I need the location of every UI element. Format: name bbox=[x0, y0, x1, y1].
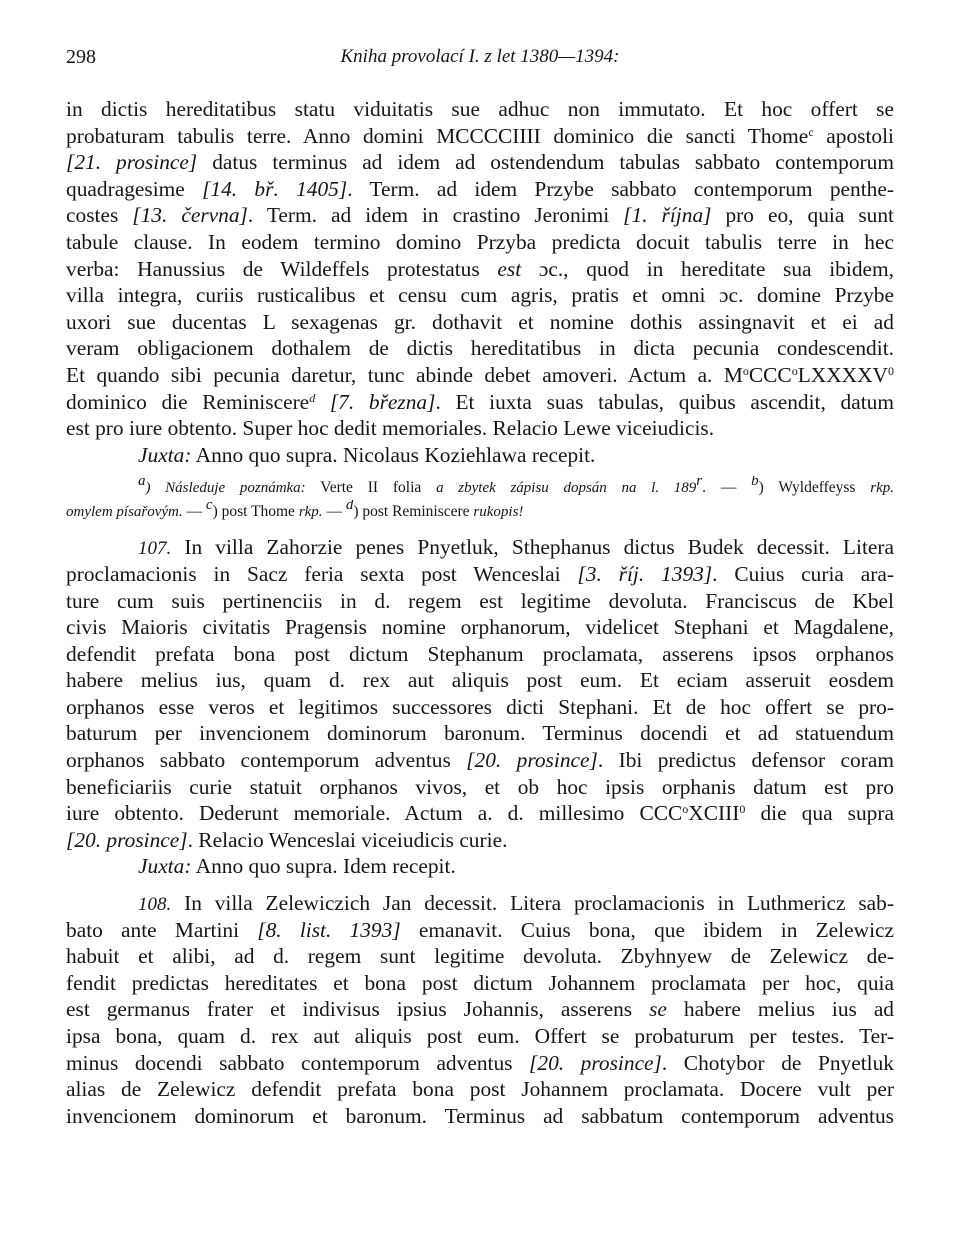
text-span: In villa Zahorzie penes Pnyetluk, Sthephanus dictus Budek decessit. Litera bbox=[171, 535, 894, 560]
date-gloss: [13. června] bbox=[132, 203, 248, 228]
text-span: Verte II folia bbox=[305, 479, 437, 497]
text-span: bato ante Martini bbox=[66, 917, 258, 942]
entry-number: 107. bbox=[138, 538, 172, 560]
entry-gap bbox=[66, 880, 894, 890]
text-span: Anno quo supra. Idem recepit. bbox=[191, 854, 456, 879]
text-span: rkp. bbox=[298, 504, 323, 521]
text-line: orphanos esse veros et legitimos successores dicti Stephani. Et de hoc offert se pro- bbox=[66, 694, 894, 719]
text-span: costes bbox=[66, 203, 133, 228]
text-span: ɔc., quod in hereditate sua ibidem, bbox=[521, 256, 894, 281]
page-body bbox=[66, 96, 894, 1129]
text-line bbox=[66, 561, 894, 588]
text-span: . — bbox=[702, 479, 737, 497]
text-span: — bbox=[322, 503, 346, 521]
text-line bbox=[66, 123, 894, 150]
text-line bbox=[66, 389, 894, 416]
text-span: pro eo, quia sunt bbox=[711, 203, 894, 228]
text-line: ture cum suis pertinenciis in d. regem est legitime devoluta. Franciscus de Kbel bbox=[66, 588, 894, 613]
text-line: ipsa bona, quam d. rex aut aliquis post eum. Offert se probaturum per testes. Ter- bbox=[66, 1024, 894, 1048]
text-span: ) Wyldeffeyss bbox=[758, 479, 871, 497]
entry-108 bbox=[66, 890, 894, 1129]
page-number: 298 bbox=[66, 46, 96, 68]
text-line bbox=[66, 534, 894, 561]
text-span: ) post Thome bbox=[212, 503, 299, 521]
text-span: omylem písařovým. bbox=[66, 504, 183, 521]
text-span: Anno quo supra. Nicolaus Koziehlawa recepit. bbox=[191, 442, 596, 467]
date-gloss: [20. prosince] bbox=[66, 827, 188, 852]
text-span: In villa Zelewiczich Jan decessit. Litera proclamacionis in Luthmericz sab- bbox=[171, 891, 894, 916]
date-gloss: [14. bř. 1405] bbox=[202, 176, 348, 201]
footnote-line bbox=[66, 500, 894, 524]
text-span: . Cuius curia ara- bbox=[712, 561, 894, 586]
text-span: . Term. ad idem Przybe sabbato contemporum penthe- bbox=[347, 176, 894, 201]
text-span: habere melius ius ad bbox=[666, 997, 894, 1022]
text-span: dominico die Reminiscere bbox=[66, 389, 310, 414]
text-span: emanavit. Cuius bona, que ibidem in Zelewicz bbox=[400, 917, 894, 942]
text-span: . Term. ad idem in crastino Jeronimi bbox=[247, 203, 624, 228]
juxta-line bbox=[66, 442, 894, 469]
text-line bbox=[66, 256, 894, 283]
date-gloss: [20. prosince] bbox=[466, 748, 598, 773]
footnote-mark: b bbox=[751, 476, 759, 490]
text-span: — bbox=[182, 503, 206, 521]
date-gloss: [7. března] bbox=[315, 389, 436, 414]
text-span: rkp. bbox=[870, 480, 894, 497]
text-span: probaturam tabulis terre. Anno domini MCCCCIIII dominico die sancti Thome bbox=[66, 123, 809, 148]
text-line: in dictis hereditatibus statu viduitatis sue adhuc non immutato. Et hoc offert se bbox=[66, 97, 894, 121]
date-gloss: [3. říj. 1393] bbox=[577, 561, 713, 586]
text-line bbox=[66, 202, 894, 229]
text-line: fendit predictas hereditates et bona post dictum Johannem proclamata per hoc, quia bbox=[66, 970, 894, 995]
juxta-label: Juxta: bbox=[138, 854, 192, 879]
text-span: orphanos sabbato contemporum adventus bbox=[66, 748, 467, 773]
footnote-ref: c bbox=[808, 124, 814, 139]
text-line: uxori sue ducentas L sexagenas gr. dothavit et nomine dothis assingnavit et ei ad bbox=[66, 309, 894, 334]
text-span: rukopis! bbox=[473, 504, 524, 521]
date-gloss: [8. list. 1393] bbox=[257, 917, 401, 942]
text-line bbox=[66, 362, 894, 389]
entry-107 bbox=[66, 534, 894, 880]
text-span: apostoli bbox=[813, 123, 894, 148]
superscript: r bbox=[696, 476, 703, 490]
text-line: invencionem dominorum et baronum. Terminus ad sabbatum contemporum adventus bbox=[66, 1103, 894, 1128]
superscript: o bbox=[791, 363, 798, 378]
text-span: datus terminus ad idem ad ostendendum tabulas sabbato contemporum bbox=[197, 150, 894, 175]
text-line bbox=[66, 176, 894, 203]
text-span: se bbox=[649, 997, 667, 1022]
text-line bbox=[66, 747, 894, 774]
text-span: CCC bbox=[748, 362, 792, 387]
text-span: ) Následuje poznámka: bbox=[145, 480, 306, 497]
text-span: . Chotybor de Pnyetluk bbox=[661, 1050, 894, 1075]
text-line bbox=[66, 800, 894, 827]
text-span: quadragesime bbox=[66, 176, 203, 201]
text-line: defendit prefata bona post dictum Stephanum proclamata, asserens ipsos orphanos bbox=[66, 641, 894, 666]
running-title: Kniha provolací I. z let 1380—1394: bbox=[340, 46, 620, 67]
text-line: veram obligacionem dothalem de dictis hereditatibus in dicta pecunia condescendit. bbox=[66, 336, 894, 361]
text-span: a zbytek zápisu dopsán na l. 189 bbox=[436, 480, 697, 497]
juxta-line bbox=[66, 853, 894, 880]
text-span: est germanus frater et indivisus ipsius Johannis, asserens bbox=[66, 997, 650, 1022]
text-line: habuit et alibi, ad d. regem sunt legitime devoluta. Zbyhnyew de Zelewicz de- bbox=[66, 944, 894, 969]
text-span: . Et iuxta suas tabulas, quibus ascendit, datum bbox=[435, 389, 894, 414]
text-span: die qua supra bbox=[745, 801, 894, 826]
text-line: tabule clause. In eodem termino domino Przyba predicta docuit tabulis terre in hec bbox=[66, 229, 894, 254]
text-span: verba: Hanussius de Wildeffels protestatus bbox=[66, 256, 498, 281]
text-line bbox=[66, 827, 894, 854]
text-line: alias de Zelewicz defendit prefata bona post Johannem proclamata. Docere vult per bbox=[66, 1077, 894, 1102]
text-span: ) post Reminiscere bbox=[353, 503, 474, 521]
footnotes bbox=[66, 476, 894, 524]
text-span: . Relacio Wenceslai viceiudicis curie. bbox=[187, 827, 508, 852]
text-span: est bbox=[497, 256, 522, 281]
text-line bbox=[66, 917, 894, 944]
text-span: XCIII bbox=[688, 801, 740, 826]
footnote-mark: d bbox=[345, 500, 354, 514]
text-line: baturum per invencionem dominorum baronum. Terminus docendi et ad statuendum bbox=[66, 721, 894, 746]
text-line: est pro iure obtento. Super hoc dedit memoriales. Relacio Lewe viceiudicis. bbox=[66, 416, 715, 441]
text-line: beneficiariis curie statuit orphanos vivos, et ob hoc ipsis orphanis datum est pro bbox=[66, 774, 894, 799]
superscript: 0 bbox=[739, 802, 746, 817]
text-span: LXXXXV bbox=[797, 362, 888, 387]
superscript: o bbox=[742, 363, 749, 378]
footnote-line bbox=[66, 476, 894, 500]
continuation-paragraph bbox=[66, 96, 894, 468]
superscript: o bbox=[682, 802, 689, 817]
text-span: minus docendi sabbato contemporum adventus bbox=[66, 1050, 530, 1075]
text-line: civis Maioris civitatis Pragensis nomine orphanorum, videlicet Stephani et Magdalene, bbox=[66, 615, 894, 640]
text-span: proclamacionis in Sacz feria sexta post Wenceslai bbox=[66, 561, 578, 586]
entry-number: 108. bbox=[138, 894, 172, 916]
footnote-ref: d bbox=[309, 390, 316, 405]
footnote-mark: c bbox=[205, 500, 213, 514]
footnote-mark: a bbox=[138, 476, 146, 490]
text-span: Et quando sibi pecunia daretur, tunc abinde debet amoveri. Actum a. M bbox=[66, 362, 743, 387]
page-header bbox=[66, 46, 894, 70]
text-line bbox=[66, 149, 894, 176]
date-gloss: [1. října] bbox=[623, 203, 712, 228]
date-gloss: [21. prosince] bbox=[66, 150, 198, 175]
text-line: habere melius ius, quam d. rex aut aliquis post eum. Et eciam asseruit eosdem bbox=[66, 668, 894, 693]
text-line bbox=[66, 890, 894, 917]
text-line: villa integra, curiis rusticalibus et censu cum agris, pratis et omni ɔc. domine Przybe bbox=[66, 283, 894, 308]
date-gloss: [20. prosince] bbox=[529, 1050, 662, 1075]
text-span: . Ibi predictus defensor coram bbox=[597, 748, 894, 773]
text-line bbox=[66, 1050, 894, 1077]
juxta-label: Juxta: bbox=[138, 442, 192, 467]
superscript: 0 bbox=[888, 363, 894, 378]
text-span: iure obtento. Dederunt memoriale. Actum a. d. millesimo CCC bbox=[66, 801, 683, 826]
text-line bbox=[66, 996, 894, 1023]
